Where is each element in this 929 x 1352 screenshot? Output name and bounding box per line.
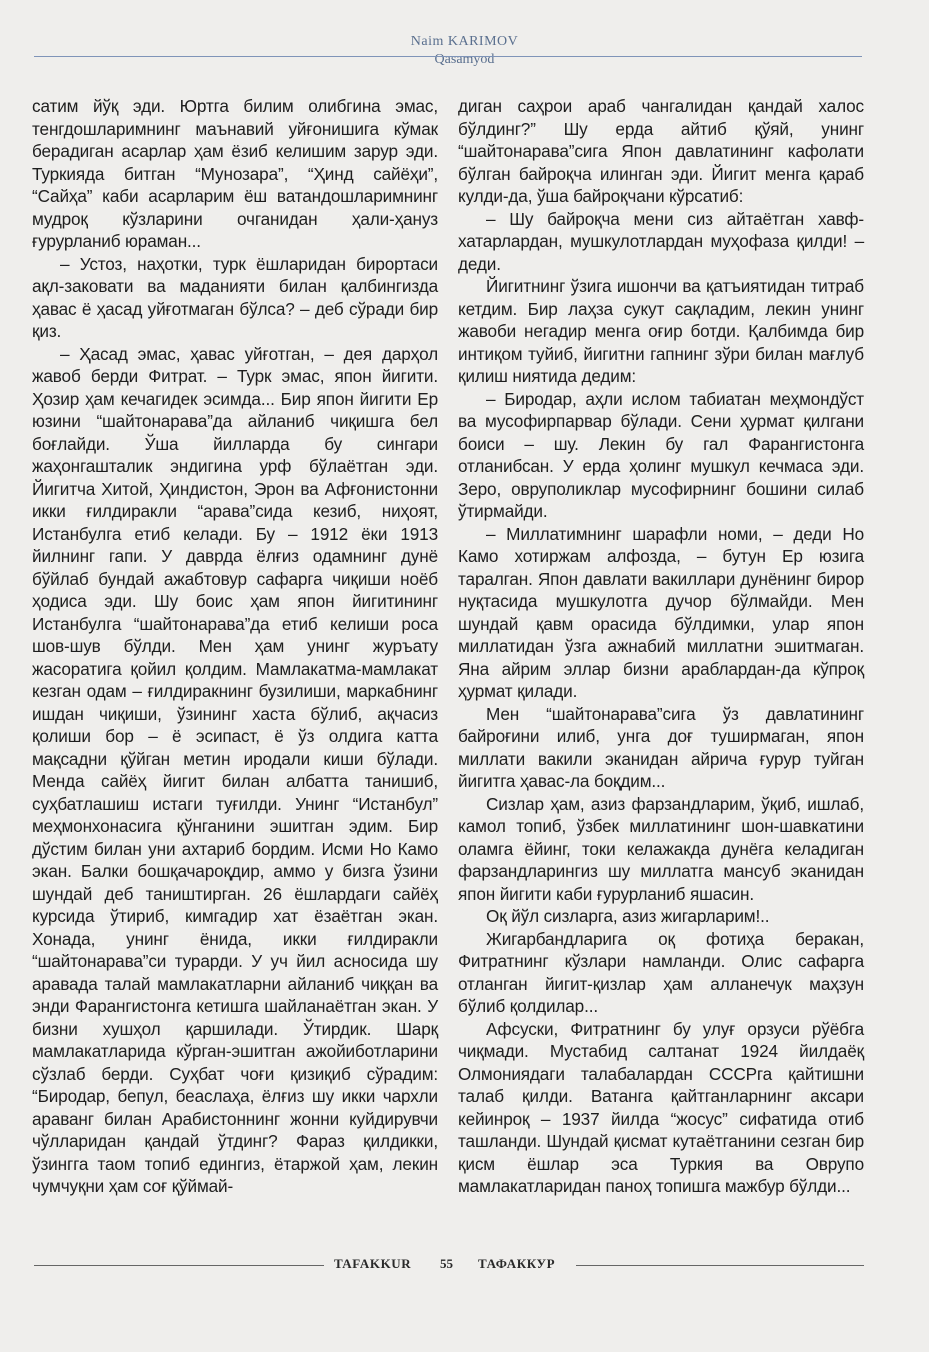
header-divider (34, 56, 862, 57)
text-column-left (32, 95, 438, 1198)
paragraph: сатим йўқ эди. Юртга билим олибгина эмас, тенгдошларимнинг маънавий уйғонишига кўмак берадиган асарлар ҳам ёзиб келишим зарур эди. Туркияда битган “Мунозара”, “Ҳинд сайёҳи”, “Сайҳа” каби асарларим ёш ватандошларимнинг мудроқ кўзларини очганидан ҳали-ҳануз ғурурланиб юраман... (32, 96, 438, 251)
paragraph: Мен “шайтонарава”сига ўз давлатининг байроғини илиб, унга доғ туширмаган, япон миллати вакили эканидан айрича ғурур туйган йигитга ҳавас-ла боқдим... (458, 703, 864, 791)
page-footer (0, 1254, 929, 1276)
paragraph: – Шу байроқча мени сиз айтаётган хавф-хатарлардан, мушкулотлардан муҳофаза қилди! – деди. (458, 208, 864, 274)
page-number: 55 (440, 1256, 453, 1271)
paragraph: Оқ йўл сизларга, азиз жигарларим!.. (486, 906, 770, 926)
article-title: Qasamyod (434, 52, 495, 67)
paragraph: диган саҳрои араб чангалидан қандай халос бўлдинг?” Шу ерда айтиб қўяй, унинг “шайтонарава”сига Япон давлатининг кафолати бўлган байроқча илинган эди. Йигит менга қараб кулди-да, ўша байроқчани кўрсатиб: (458, 96, 864, 206)
magazine-name-latin: TAFAKKUR (334, 1256, 412, 1271)
magazine-name-cyrillic: ТАФАККУР (478, 1256, 556, 1271)
paragraph: – Ҳасад эмас, ҳавас уйғотган, – дея дарҳол жавоб берди Фитрат. – Турк эмас, япон йигити. Ҳозир ҳам кечагидек эсимда... Бир япон йигити Ер юзини “шайтонарава”да айланиб чиқишга бел боғлайди. Ўша йилларда бу сингари жаҳонгашталик эндигина урф бўлаётган эди. Йигитча Хитой, Ҳиндистон, Эрон ва Афғонистонни икки ғилдиракли “арава”сида кезиб, ниҳоят, Истанбулга етиб келади. Бу – 1912 ёки 1913 йилнинг гапи. У даврда ёлғиз одамнинг дунё бўйлаб бундай ажабтовур сафарга чиқиши ноёб ҳодиса эди. Шу боис ҳам япон йигитининг Истанбулга “шайтонарава”да етиб келиши роса шов-шув бўлди. Мен ҳам унинг журъату жасоратига қойил қолдим. Мамлакатма-мамлакат кезган одам – ғилдиракнинг бузилиши, маркабнинг ишдан чиқиши, ўзининг хаста бўлиб, ақчасиз қолиши бор – ё эсипаст, ё ўз олдига катта мақсадни қўйган метин иродали киши бўлади. Менда сайёҳ йигит билан албатта танишиб, суҳбатлашиш истаги туғилди. Унинг “Истанбул” меҳмонхонасига қўнганини эшитган эдим. Бир дўстим билан уни ахтариб бордим. Исми Но Камо экан. Балки бошқачароқдир, аммо у бизга ўзини шундай деб таништирган. 26 ёшлардаги сайёҳ курсида ўтириб, кимгадир хат ёзаётган экан. Хонада, унинг ёнида, икки ғилдиракли “шайтонарава”си турарди. У уч йил асносида шу аравада талай мамлакатларни айланиб чиққан ва энди Фарангистонга кетишга шайланаётган экан. У бизни хушҳол қаршилади. Ўтирдик. Шарқ мамлакатларида кўрган-эшитган ажойиботларини сўзлаб берди. Суҳбат чоғи қизиқиб сўрадим: “Биродар, бепул, беаслаҳа, ёлғиз шу икки чархли араванг билан Арабистоннинг жонни куйдирувчи чўлларидан қандай ўтдинг? Фараз қилдикки, ўзингга таом топиб едингиз, ётаржой ҳам, лекин чумчуқни ҳам соғ қўймай- (32, 343, 438, 1196)
text-column-right (458, 95, 864, 1198)
running-header (0, 34, 929, 68)
footer-rule-right (576, 1265, 864, 1266)
paragraph: – Устоз, наҳотки, турк ёшларидан бирортаси ақл-заковати ва маданияти билан қалбингизда ҳавас ё ҳасад уйғотмаган бўлса? – деб сўради бир қиз. (32, 253, 438, 341)
paragraph: Афсуски, Фитратнинг бу улуғ орзуси рўёбга чиқмади. Мустабид салтанат 1924 йилдаёқ Олмониядаги талабалардан СССРга қайтишни талаб қилди. Ватанга қайтганларнинг аксари кейинроқ – 1937 йилда “жосус” сифатида отиб ташланди. Шундай қисмат кутаётганини сезган бир қисм ёшлар эса Туркия ва Оврупо мамлакатларидан паноҳ топишга мажбур бўлди... (458, 1018, 864, 1196)
paragraph: – Биродар, аҳли ислом табиатан меҳмондўст ва мусофирпарвар бўлади. Сени ҳурмат қилгани боиси – шу. Лекин бу гал Фарангистонга отланибсан. У ерда ҳолинг мушкул кечмаса эди. Зеро, овруполиклар мусофирнинг бошини силаб ўтирмайди. (458, 388, 864, 521)
paragraph: Йигитнинг ўзига ишончи ва қатъиятидан титраб кетдим. Бир лаҳза сукут сақладим, лекин унинг жавоби негадир менга оғир ботди. Қалбимда бир интиқом туйиб, йигитни гапнинг зўри билан мағлуб қилиш ниятида дедим: (458, 276, 864, 386)
paragraph: – Миллатимнинг шарафли номи, – деди Но Камо хотиржам алфозда, – бутун Ер юзига таралган. Япон давлати вакиллари дунёнинг бирор нуқтасида мушкулотга дучор бўлмайди. Мен шундай қавм орасида бўлдимки, улар япон миллатидан ўзга ажнабий миллатни эшитмаган. Яна айрим эллар бизни араблардан-да кўпроқ ҳурмат қилади. (458, 523, 864, 701)
paragraph: Сизлар ҳам, азиз фарзандларим, ўқиб, ишлаб, камол топиб, ўзбек миллатининг шон-шавкатини оламга ёйинг, токи келажакда дунёга келадиган фарзандларингиз шу миллатга мансуб эканидан япон йигити каби ғурурланиб яшасин. (458, 793, 864, 904)
author-name: Naim KARIMOV (410, 34, 519, 49)
footer-rule-left (34, 1265, 324, 1266)
paragraph: Жигарбандларига оқ фотиҳа беракан, Фитратнинг кўзлари намланди. Олис сафарга отланган йигит-қизлар ҳам алланечук маҳзун бўлиб қолдилар... (458, 928, 864, 1016)
